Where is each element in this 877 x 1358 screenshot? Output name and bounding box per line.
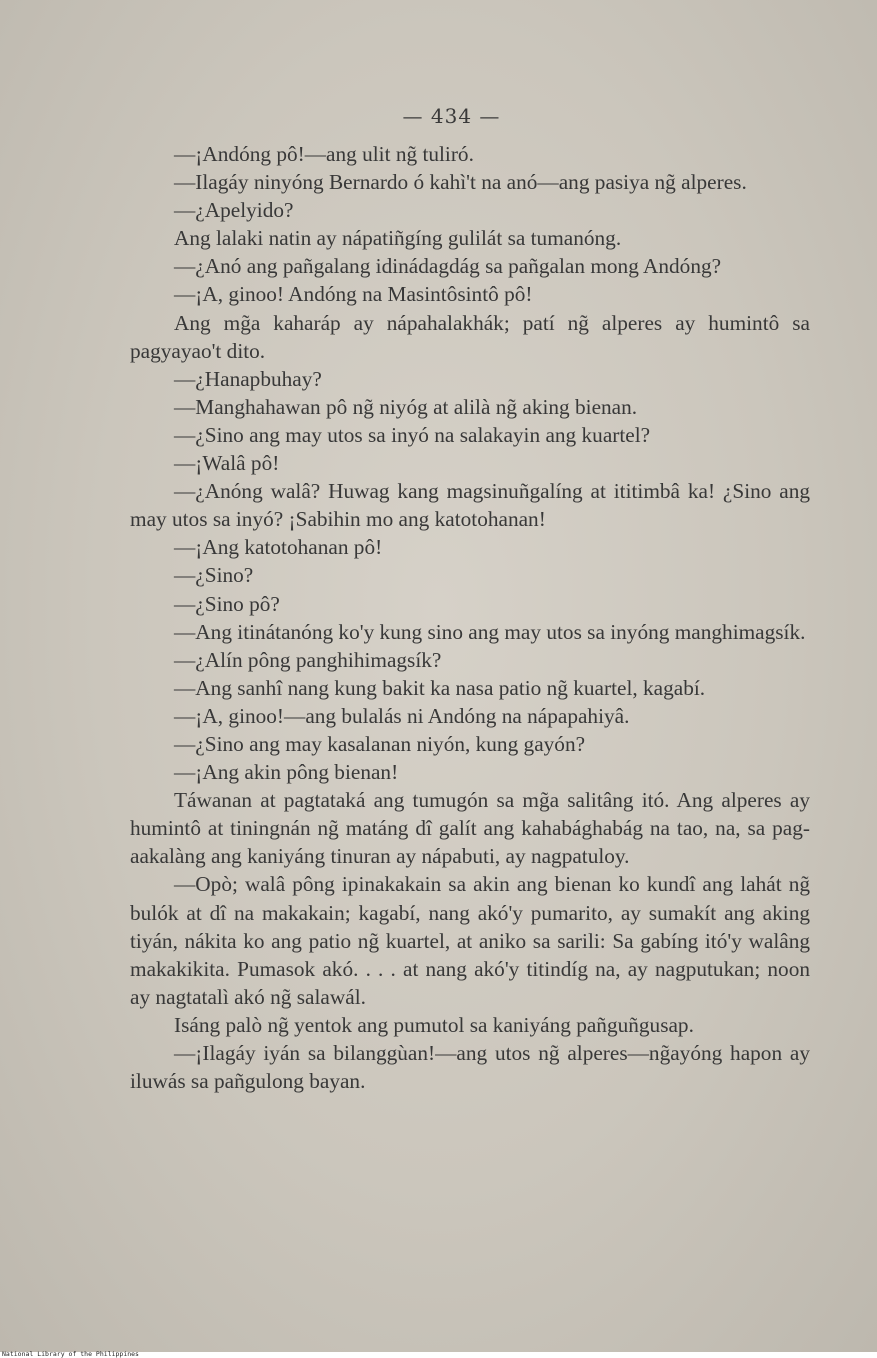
paragraph: —¡Andóng pô!—ang ulit ng̃ tuliró. xyxy=(174,142,474,166)
paragraph: —¿Sino ang may utos sa inyó na salakayin ang kuartel? xyxy=(174,422,651,447)
paragraph: —¿Sino pô? xyxy=(174,591,280,616)
paragraph: —¿Hanapbuhay? xyxy=(174,366,322,391)
paragraph: —Ilagáy ninyóng Bernardo ó kahì't na anó—ang pasiya ng̃ alperes. xyxy=(174,170,747,195)
paragraph: —¿Sino ang may kasalanan niyón, kung gayón? xyxy=(174,731,586,756)
paragraph: —¿Anó ang pañgalang idinádagdág sa pañgalan mong Andóng? xyxy=(174,254,722,279)
paragraph: —Manghahawan pô ng̃ niyóg at alilà ng̃ aking bienan. xyxy=(174,394,638,419)
paragraph: —Opò; walâ pông ipinakakain sa akin ang bienan ko kundî ang lahát ng̃ bulók at dî na makakain; kagabí, nang akó'y pumarito, ay sumakít ang aking tiyán, nákita ko ang patio ng̃ kuartel, at aniko sa sarili: Sa gabíng itó'y walâng makakikita. Pumasok akó. . . . at nang akó'y titindíg na, ay nagputukan; noon ay nagtatalì akó ng̃ salawál. xyxy=(130,872,810,1009)
page-number: — 434 — xyxy=(402,104,501,128)
paragraph: Ang lalaki natin ay nápatiñgíng gulilát sa tumanóng. xyxy=(174,226,622,251)
paragraph: —¿Apelyido? xyxy=(174,198,294,223)
paragraph: —¡A, ginoo! Andóng na Masintôsintô pô! xyxy=(174,282,533,307)
paragraph: —Ang itinátanóng ko'y kung sino ang may utos sa inyóng manghimagsík. xyxy=(174,619,806,644)
paragraph: Isáng palò ng̃ yentok ang pumutol sa kaniyáng pañguñgusap. xyxy=(174,1012,694,1037)
paragraph: —¡Ang akin pông bienan! xyxy=(174,760,399,785)
paragraph: —Ang sanhî nang kung bakit ka nasa patio ng̃ kuartel, kagabí. xyxy=(174,675,706,700)
paragraph: —¡Ilagáy iyán sa bilanggùan!—ang utos ng̃ alperes—ng̃ayóng hapon ay iluwás sa pañgulong bayan. xyxy=(130,1041,810,1094)
paragraph: Táwanan at pagtataká ang tumugón sa mg̃a salitâng itó. Ang alperes ay humintô at tiningnán ng̃ matáng dî galít ang kahabághabág na tao, na, sa pag-aakalàng ang kaniyáng tinuran ay nápabuti, ay nagpatuloy. xyxy=(130,788,810,869)
paragraph: —¡Ang katotohanan pô! xyxy=(174,535,383,560)
library-credit: National Library of the Philippines xyxy=(2,1350,139,1358)
body-text xyxy=(130,140,810,1095)
paragraph: —¿Anóng walâ? Huwag kang magsinuñgalíng at ititimbâ ka! ¿Sino ang may utos sa inyó? ¡Sabihin mo ang katotohanan! xyxy=(130,479,810,532)
paragraph: —¡A, ginoo!—ang bulalás ni Andóng na nápapahiyâ. xyxy=(174,703,630,728)
paragraph: Ang mg̃a kaharáp ay nápahalakhák; patí ng̃ alperes ay humintô sa pagyayao't dito. xyxy=(130,310,810,363)
paragraph: —¡Walâ pô! xyxy=(174,451,280,476)
paragraph: —¿Alín pông panghihimagsík? xyxy=(174,647,442,672)
paragraph: —¿Sino? xyxy=(174,563,254,588)
